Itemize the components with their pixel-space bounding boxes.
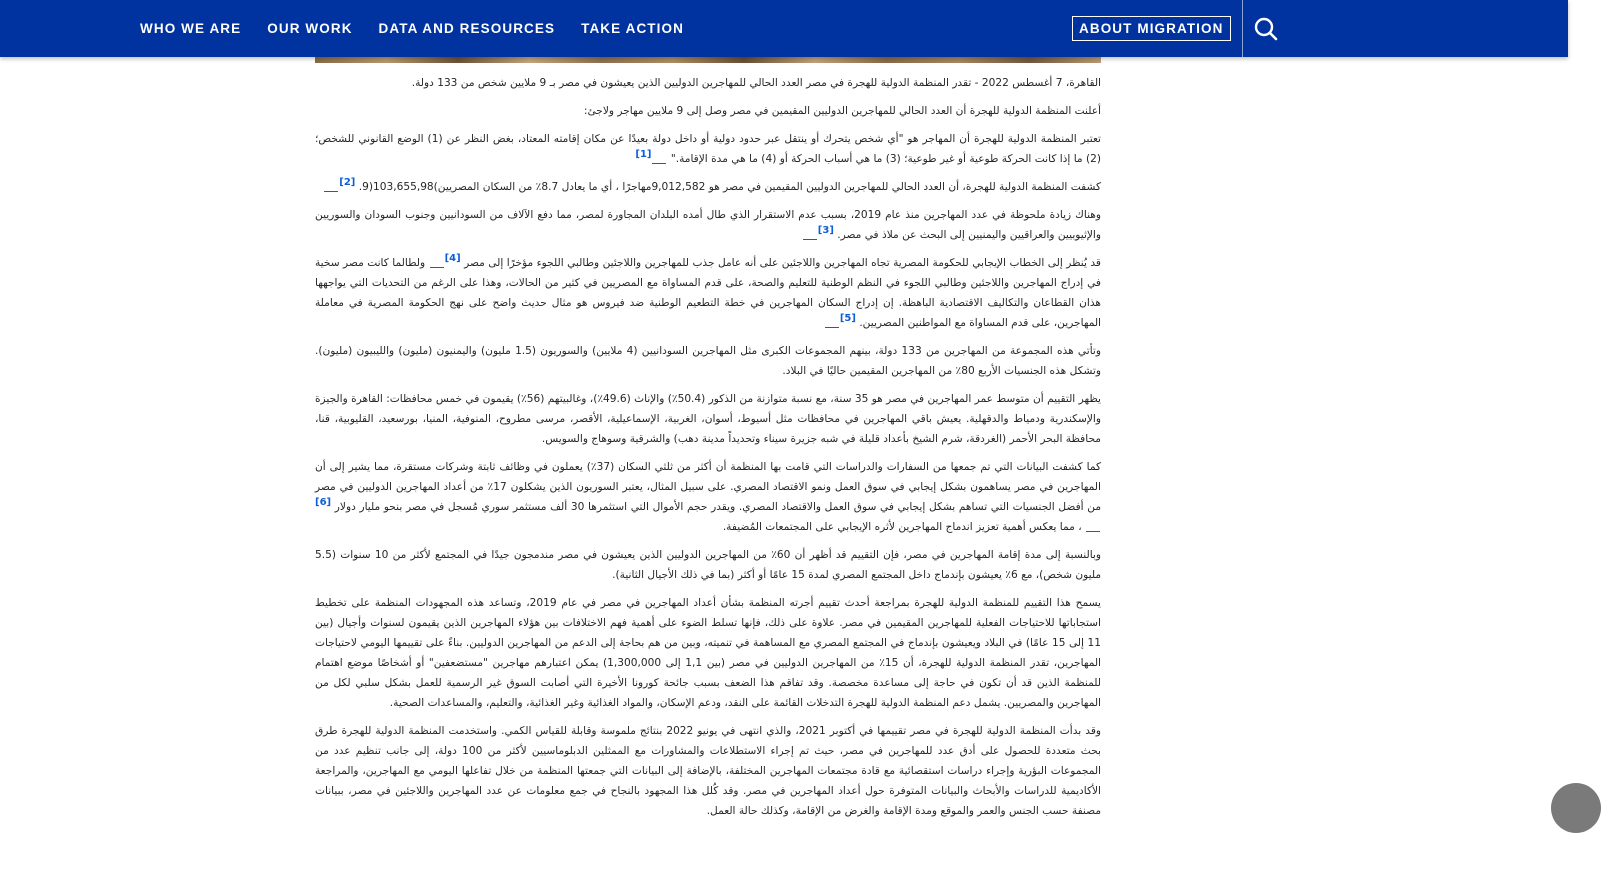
nav-who-we-are[interactable]: WHO WE ARE <box>140 21 242 36</box>
paragraph-announcement: أعلنت المنظمة الدولية للهجرة أن العدد الحالي للمهاجرين الدوليين المقيمين في مصر وصل إلى 9 ملايين مهاجر ولاجئ: <box>583 105 1101 117</box>
footnote-link-4[interactable]: [4] <box>429 253 461 264</box>
nav-our-work[interactable]: OUR WORK <box>267 21 353 36</box>
paragraph-current-count: كشفت المنظمة الدولية للهجرة، أن العدد الحالي للمهاجرين الدوليين المقيمين في مصر هو 9,012,582مهاجرًا ، أي ما يعادل 8.7٪ من السكان المصريين)103,655,98(9. [2] <box>315 177 1101 197</box>
footnote-link-3[interactable]: [3] <box>802 225 834 236</box>
site-header <box>0 0 1568 57</box>
paragraph-residence-duration: وبالنسبة إلى مدة إقامة المهاجرين في مصر، فإن التقييم قد أظهر أن 60٪ من المهاجرين الدوليين الذين يعيشون في مصر مندمجون جيدًا في المجتمع لأكثر من 10 سنوات (5.5 مليون شخص)، مع 6٪ يعيشون بإندماج داخل المجتمع المصري لمدة 15 عامًا أو أكثر (بما في ذلك الأجيال الثانية). <box>315 549 1101 581</box>
paragraph-employment: كما كشفت البيانات التي تم جمعها من السفارات والدراسات التي قامت بها المنظمة أن أكثر من ثلثي السكان (37٪) يعملون في وظائف ثابتة وشركات مستقرة، مما يشير إلى أن المهاجرين في مصر يساهمون بشكل إيجابي في سوق العمل ونمو الاقتصاد المصري. على سبيل المثال، يعتبر السوريون الذين يشكلون 17٪ من أعداد المهاجرين الدوليين في مصر من أفضل الجنسيات التي تساهم بشكل إيجابي في سوق العمل والاقتصاد المصري. ويقدر حجم الأموال التي استثمرها 30 ألف مستثمر سوري مُسجل في مصر بنحو مليار دولار [6] ، مما يعكس أهمية تعزيز اندماج المهاجرين لأثره الإيجابي على المجتمعات المُضيفة. <box>315 461 1102 533</box>
footnote-link-5[interactable]: [5] <box>824 313 856 324</box>
hero-image-bottom-edge <box>315 57 1101 63</box>
floating-action-button[interactable] <box>1551 783 1601 833</box>
nav-data-and-resources[interactable]: DATA AND RESOURCES <box>378 21 556 36</box>
footnote-link-2[interactable]: [2] <box>323 177 355 188</box>
paragraph-increase: وهناك زيادة ملحوظة في عدد المهاجرين منذ عام 2019، بسبب عدم الاستقرار الذي طال أمده البلدان المجاورة لمصر، مما دفع الآلاف من السودانيين وجنوب السودان والسوريين والإثيوبيين والعراقيين واليمنيين إلى البحث عن ملاذ في مصر. [3] <box>315 209 1102 241</box>
footnote-link-1[interactable]: [1] <box>635 149 667 160</box>
paragraph-migrant-definition: تعتبر المنظمة الدولية للهجرة أن المهاجر هو "أي شخص يتحرك أو ينتقل عبر حدود دولية أو داخل دولة بعيدًا عن مكان إقامته المعتاد، بغض النظر عن (1) الوضع القانوني للشخص؛ (2) ما إذا كانت الحركة طوعية أو غير طوعية؛ (3) ما هي أسباب الحركة أو (4) ما هي مدة الإقامة." [1] <box>315 133 1101 165</box>
about-migration-button[interactable]: ABOUT MIGRATION <box>1072 16 1231 41</box>
paragraph-nationalities: وتأتي هذه المجموعة من المهاجرين من 133 دولة، بينهم المجموعات الكبرى مثل المهاجرين السودانيين (4 ملايين) والسوريون (1.5 مليون) واليمنيون (مليون) والليبيون (مليون). وتشكل هذه الجنسيات الأربع 80٪ من المهاجرين المقيمين حاليًا في البلاد. <box>315 345 1101 377</box>
paragraph-assessment-purpose: يسمح هذا التقييم للمنظمة الدولية للهجرة بمراجعة أحدث تقييم أجرته المنظمة بشأن أعداد المهاجرين في مصر في عام 2019، وتساعد هذه المجهودات المنظمة على تخطيط استجاباتها للاحتياجات الفعلية للمهاجرين المقيمين في مصر. علاوة على ذلك، فإنها تسلط الضوء على أهمية فهم الاختلافات بين هؤلاء المهاجرين الذين يقيمون لسنوات وأجيال (بين 11 إلى 15 عامًا) في البلاد ويعيشون بإندماج في المجتمع المصري مع المساهمة في تنميته، وبين من هم بحاجة إلى الدعم من المهاجرين الدوليين. بناءً على تقييمها اليومي لاحتياجات المهاجرين، تقدر المنظمة الدولية للهجرة، أن 15٪ من المهاجرين الدوليين في مصر (بين 1,1 إلى 1,300,000) يمكن اعتبارهم مهاجرين "مستضعفين" أو أشخاصًا موضع اهتمام للمنظمة الذين قد أن تكون في حاجة إلى مساعدة مخصصة. وقد تفاقم هذا الضعف بسبب جائحة كورونا الأخيرة التي أصابت السوق غير الرسمية للعمل بشكل سلبي لكل من المهاجرين والمصريين. يشمل دعم المنظمة الدولية للهجرة التدخلات القائمة على النقد، ودعم الإسكان، والمواد الغذائية وغير الغذائية، والتعليم، والمساعدات الصحية. <box>315 597 1101 709</box>
main-nav <box>140 0 684 57</box>
search-icon[interactable] <box>1251 14 1281 44</box>
nav-take-action[interactable]: TAKE ACTION <box>581 21 684 36</box>
paragraph-government-stance: قد يُنظر إلى الخطاب الإيجابي للحكومة المصرية تجاه المهاجرين واللاجئين على أنه عامل جذب للمهاجرين واللاجئين وطالبي اللجوء مؤخرًا إلى مصر [4] ولطالما كانت مصر سخية في إدراج المهاجرين واللاجئين وطالبي اللجوء في النظم الوطنية للتعليم والصحة، على قدم المساواة مع المصريين في كثير من الحالات، وهذا على الرغم من التحديات التي يواجهها هذان القطاعان والتكاليف الاقتصادية الباهظة. إن إدراج السكان المهاجرين في خطة التطعيم الوطنية ضد فيروس هو مثال حديث واضح على نهج الحكومة المصرية في معاملة المهاجرين، على قدم المساواة مع المواطنين المصريين. [5] <box>315 253 1101 329</box>
paragraph-intro: القاهرة، 7 أغسطس 2022 - تقدر المنظمة الدولية للهجرة في مصر العدد الحالي للمهاجرين الدوليين الذين يعيشون في مصر بـ 9 ملايين شخص من 133 دولة. <box>411 77 1101 89</box>
footnote-link-6[interactable]: [6] <box>315 497 1101 528</box>
header-divider <box>1242 0 1243 57</box>
paragraph-demographics: يظهر التقييم أن متوسط عمر المهاجرين في مصر هو 35 سنة، مع نسبة متوازنة من الذكور (50.4٪) والإناث (49.6٪)، وغالبيتهم (56٪) يقيمون في خمس محافظات: القاهرة والجيزة والإسكندرية ودمياط والدقهلية. يعيش باقي المهاجرين في محافظات مثل أسيوط، أسوان، الغربية، الإسماعيلية، الأقصر، مرسى مطروح، المنوفية، المنيا، بورسعيد، القليوبية، قنا، محافظة البحر الأحمر (الغردقة، شرم الشيخ بأعداد قليلة في شبه جزيرة سيناء وتحديداً مدينة دهب) والشرقية وسوهاج والسويس. <box>315 393 1101 445</box>
article-body <box>315 73 1101 829</box>
paragraph-methodology: وقد بدأت المنظمة الدولية للهجرة في مصر تقييمها في أكتوبر 2021، والذي انتهى في يونيو 2022 بنتائج ملموسة وقابلة للقياس الكمي. واستخدمت المنظمة الدولية للهجرة طرق بحث متعددة للحصول على أدق عدد للمهاجرين في مصر، حيث تم إجراء الاستطلاعات والمشاورات مع الممثلين الدبلوماسيين لأكثر من 100 دولة، إلى جانب تنظيم عدد من المجموعات البؤرية وإجراء دراسات استقصائية مع قادة مجتمعات المهاجرين المختلفة، بالإضافة إلى البيانات التي جمعتها المنظمة من خلال تفاعلها اليومي مع المهاجرين، والمراجعة الأكاديمية للدراسات والأبحاث والبيانات المتوفرة حول أعداد المهاجرين في مصر. وقد كُلل هذا المجهود بالنجاح في جمع معلومات عن عدد المهاجرين واللاجئين في مصر، ببيانات مصنفة حسب الجنس والعمر والموقع ومدة الإقامة والغرض من الإقامة، وكذلك حالة العمل. <box>315 725 1101 817</box>
